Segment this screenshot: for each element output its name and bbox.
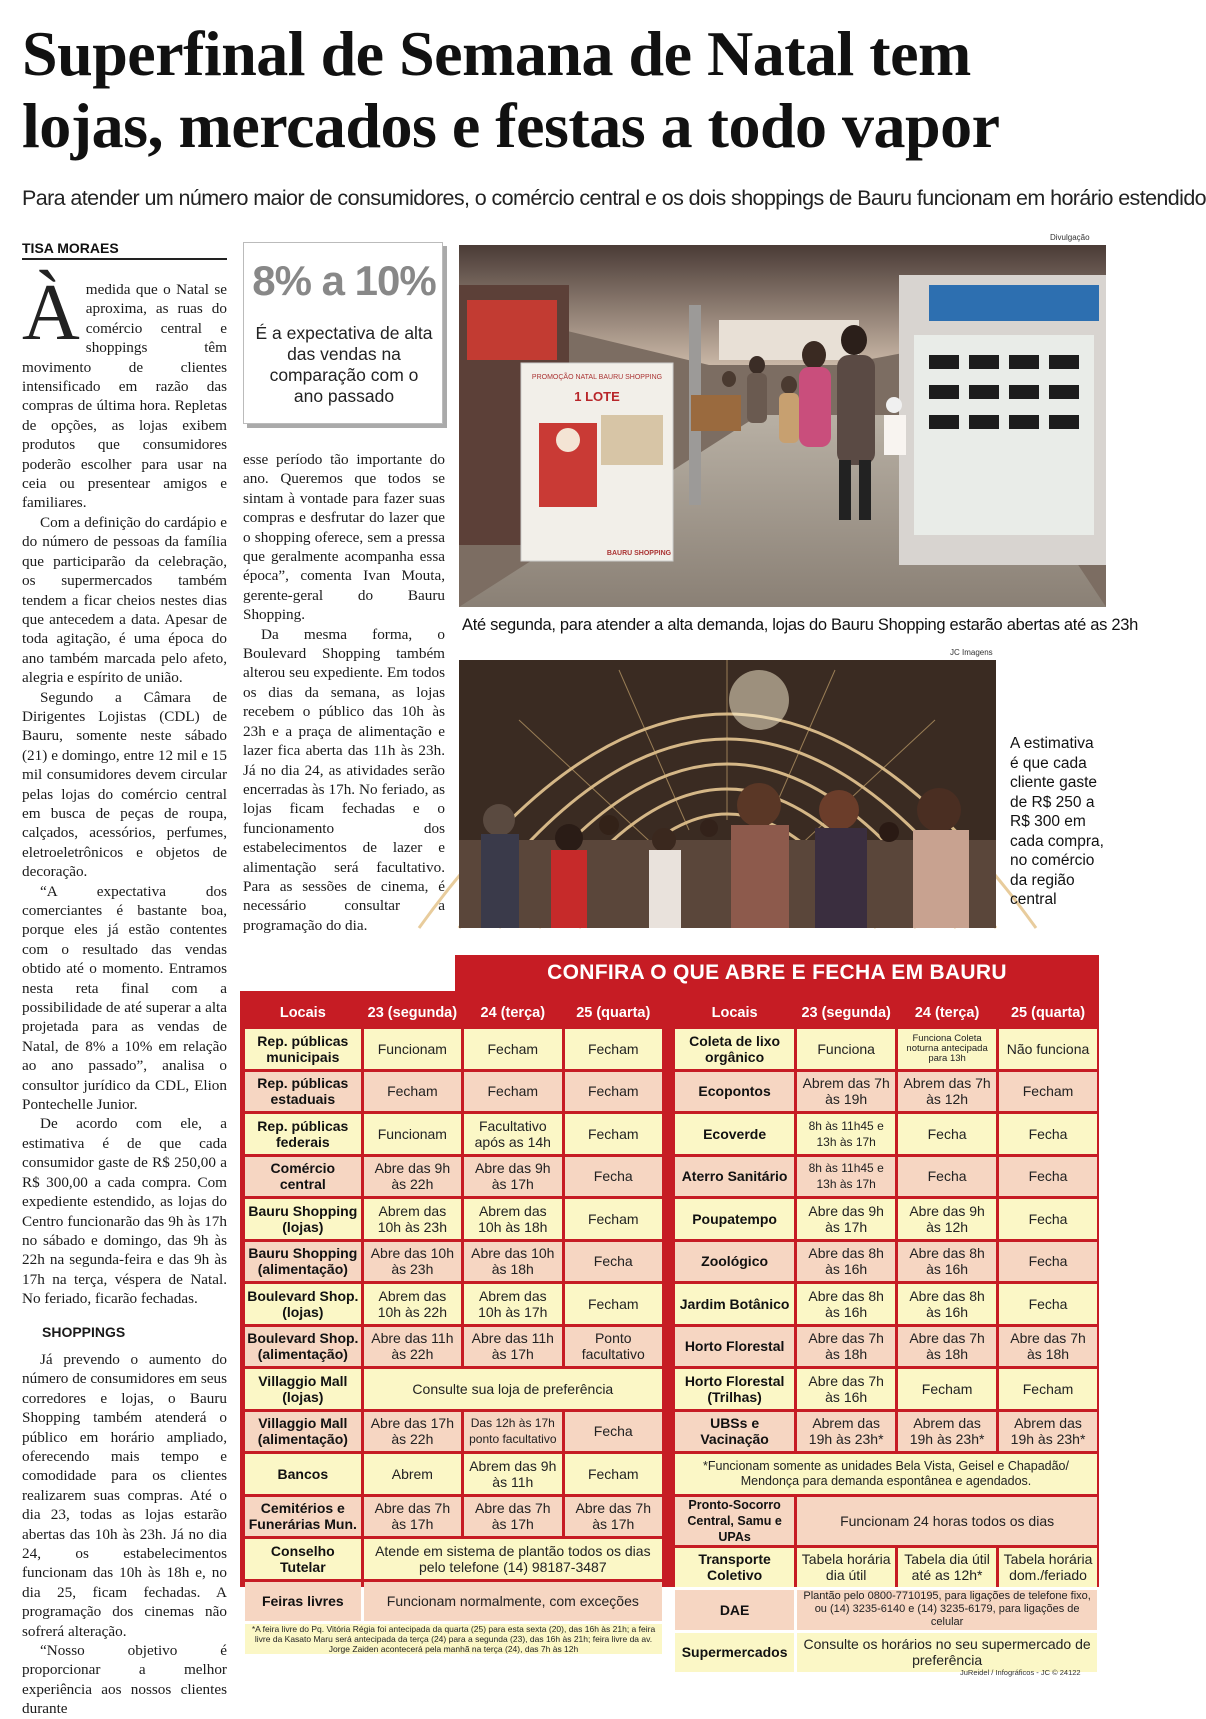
header-23: 23 (segunda)	[797, 1000, 895, 1026]
cell: Fecham	[565, 1029, 662, 1069]
cell: Abre das 8h às 16h	[797, 1284, 895, 1324]
table-row	[675, 1242, 1097, 1282]
row-label: Pronto-Socorro Central, Samu e UPAs	[675, 1497, 794, 1545]
paragraph-2: Com a definição do cardápio e do número de pessoas da família que participarão da celebração, os supermercados também tendem a ficar cheios nestes dias que antecedem a data. Apesar de toda agitação, é uma época do ano também marcada pelo afeto, alegria e espírito de união.	[22, 513, 227, 687]
row-label: Transporte Coletivo	[675, 1548, 794, 1588]
cell: Funcionam normalmente, com exceções	[364, 1582, 662, 1622]
table-row	[245, 1327, 662, 1367]
cell: Abrem das 19h às 23h*	[797, 1412, 895, 1452]
header-24: 24 (terça)	[898, 1000, 996, 1026]
cell: Plantão pelo 0800-7710195, para ligações de telefone fixo, ou (14) 3235-6140 e (14) 3235-6179, para ligações de celular	[797, 1590, 1097, 1630]
table-row	[675, 1114, 1097, 1154]
cell: Abrem das 10h às 18h	[464, 1199, 561, 1239]
cell: Fecham	[565, 1072, 662, 1112]
cell: Abre das 9h às 22h	[364, 1157, 461, 1197]
cell: Abrem das 10h às 23h	[364, 1199, 461, 1239]
paragraph-1-text: medida que o Natal se aproxima, as ruas do comércio central e shoppings têm movimento de clientes intensificado em razão das compras de última hora. Repletas de opções, as lojas exibem produtos que consumidores poderão escolher para usar na ceia ou presentear amigos e familiares.	[22, 281, 227, 512]
photo-caption-2: A estimativa é que cada cliente gaste de R$ 250 a R$ 300 em cada compra, no comércio da região central	[1010, 735, 1104, 908]
paragraph-3: Segundo a Câmara de Dirigentes Lojistas (CDL) de Bauru, somente neste sábado (21) e domingo, entre 12 mil e 15 mil consumidores devem circular pelas lojas do comércio central em busca de peças de roupa, calçados, acessórios, perfumes, eletroeletrônicos e objetos de decoração.	[22, 688, 227, 881]
header-25: 25 (quarta)	[565, 1000, 662, 1026]
cell: Abre das 9h às 12h	[898, 1199, 996, 1239]
dropcap: À	[22, 269, 80, 357]
table-row	[675, 1412, 1097, 1452]
cell: Fecham	[999, 1369, 1097, 1409]
cell: Abre das 10h às 23h	[364, 1242, 461, 1282]
cell: Consulte sua loja de preferência	[364, 1369, 662, 1409]
ubs-note: *Funcionam somente as unidades Bela Vista, Geisel e Chapadão/ Mendonça para demanda espontânea e agendados.	[675, 1454, 1097, 1494]
subheadline: Para atender um número maior de consumidores, o comércio central e os dois shoppings de Bauru funcionam em horário estendido	[22, 186, 1206, 210]
header-25: 25 (quarta)	[999, 1000, 1097, 1026]
row-label: Ecopontos	[675, 1072, 794, 1112]
row-label: Horto Florestal	[675, 1327, 794, 1367]
table-row	[245, 1369, 662, 1409]
cell: Abrem das 19h às 23h*	[898, 1412, 996, 1452]
table-row	[675, 1029, 1097, 1069]
cell: Funcionam 24 horas todos os dias	[797, 1497, 1097, 1545]
cell: Fecha	[898, 1157, 996, 1197]
cell: Abre das 8h às 16h	[898, 1284, 996, 1324]
cell: Fecha	[898, 1114, 996, 1154]
article-column-1	[22, 269, 227, 1719]
cell: Fecha	[999, 1199, 1097, 1239]
article-column-2	[243, 450, 445, 935]
headline: Superfinal de Semana de Natal tem lojas, mercados e festas a todo vapor	[22, 18, 1000, 161]
cell: Funcionam	[364, 1114, 461, 1154]
byline: TISA MORAES	[22, 240, 227, 260]
cell: Abre das 17h às 22h	[364, 1412, 461, 1452]
paragraph-5: De acordo com ele, a estimativa é de que cada consumidor gaste de R$ 250,00 a R$ 300,00 a cada compra. Com expediente estendido, as lojas do Centro funcionarão das 9h às 17h no sábado e domingo, das 9h às 22h na segunda-feira e das 9h às 17h na terça, véspera de Natal. No feriado, ficarão fechadas.	[22, 1115, 227, 1308]
cell: Não funciona	[999, 1029, 1097, 1069]
cell: Abre das 9h às 17h	[464, 1157, 561, 1197]
header-24: 24 (terça)	[464, 1000, 561, 1026]
cell: Fecham	[565, 1284, 662, 1324]
cell: Fecham	[898, 1369, 996, 1409]
table-row	[675, 1590, 1097, 1630]
table-row	[245, 1157, 662, 1197]
row-label: Coleta de lixo orgânico	[675, 1029, 794, 1069]
cell: Abre das 9h às 17h	[797, 1199, 895, 1239]
table-row	[675, 1633, 1097, 1673]
table-row	[245, 1412, 662, 1452]
header-locais: Locais	[675, 1000, 794, 1026]
paragraph-6: Já prevendo o aumento do número de consumidores em seus corredores e lojas, o Bauru Shopping também atenderá o público em horário ampliado, oferecendo mais tempo e comodidade para os clientes realizarem suas compras. Até o dia 23, todas as lojas estarão abertas das 10h às 23h. Já no dia 24, os estabelecimentos funcionam das 10h às 18h e, no dia 25, ficam fechadas. A programação dos cinemas não sofrerá alteração.	[22, 1350, 227, 1640]
cell: Fecham	[464, 1029, 561, 1069]
table-row	[675, 1454, 1097, 1494]
table-note-row	[245, 1624, 662, 1654]
cell: Fecham	[565, 1114, 662, 1154]
cell: Fecha	[565, 1242, 662, 1282]
row-label: Aterro Sanitário	[675, 1157, 794, 1197]
cell: 8h às 11h45 e 13h às 17h	[797, 1114, 895, 1154]
cell: Abre das 11h às 17h	[464, 1327, 561, 1367]
row-label: UBSs e Vacinação	[675, 1412, 794, 1452]
row-label: Villaggio Mall (alimentação)	[245, 1412, 361, 1452]
row-label: Zoológico	[675, 1242, 794, 1282]
cell: 8h às 11h45 e 13h às 17h	[797, 1157, 895, 1197]
row-label: Feiras livres	[245, 1582, 361, 1622]
cell: Fecha	[999, 1242, 1097, 1282]
table-row	[245, 1029, 662, 1069]
row-label: Ecoverde	[675, 1114, 794, 1154]
cell: Abre das 7h às 16h	[797, 1369, 895, 1409]
cell: Abre das 11h às 22h	[364, 1327, 461, 1367]
photo-credit-1: Divulgação	[1050, 233, 1090, 242]
cell: Fecha	[999, 1284, 1097, 1324]
cell: Abre das 7h às 18h	[898, 1327, 996, 1367]
cell: Abrem das 7h às 12h	[898, 1072, 996, 1112]
table-row	[245, 1242, 662, 1282]
row-label: Rep. públicas federais	[245, 1114, 361, 1154]
cell: Consulte os horários no seu supermercado de preferência	[797, 1633, 1097, 1673]
cell: Abrem das 19h às 23h*	[999, 1412, 1097, 1452]
boulevard-photo	[459, 660, 996, 928]
poster-footer: BAURU SHOPPING	[606, 550, 672, 557]
paragraph-8: esse período tão importante do ano. Queremos que todos se sintam à vontade para fazer suas compras e desfrutar do lazer que o shopping oferece, sem a pressa que geralmente acompanha essa época”, comenta Ivan Mouta, gerente-geral do Bauru Shopping.	[243, 451, 445, 624]
table-row	[245, 1199, 662, 1239]
table-row	[675, 1199, 1097, 1239]
row-label: Bancos	[245, 1454, 361, 1494]
row-label: DAE	[675, 1590, 794, 1630]
cell: Funciona Coleta noturna antecipada para 13h	[898, 1029, 996, 1069]
cell: Abre das 7h às 17h	[565, 1497, 662, 1537]
cell: Fecham	[565, 1454, 662, 1494]
table-row	[245, 1284, 662, 1324]
cell: Fecha	[999, 1157, 1097, 1197]
paragraph-7: “Nosso objetivo é proporcionar a melhor experiência aos nossos clientes durante	[22, 1642, 227, 1718]
cell: Ponto facultativo	[565, 1327, 662, 1367]
table-row	[245, 1114, 662, 1154]
table-row	[245, 1539, 662, 1579]
row-label: Rep. públicas estaduais	[245, 1072, 361, 1112]
cell: Abrem das 7h às 19h	[797, 1072, 895, 1112]
photo-credit-2: JC Imagens	[950, 648, 993, 657]
table-row	[675, 1284, 1097, 1324]
table-row	[245, 1072, 662, 1112]
table-row	[675, 1072, 1097, 1112]
header-locais: Locais	[245, 1000, 361, 1026]
row-label: Bauru Shopping (lojas)	[245, 1199, 361, 1239]
table-row	[245, 1582, 662, 1622]
mall-photo	[459, 245, 1106, 607]
section-heading: SHOPPINGS	[42, 1323, 126, 1340]
row-label: Villaggio Mall (lojas)	[245, 1369, 361, 1409]
row-label: Horto Florestal (Trilhas)	[675, 1369, 794, 1409]
infographic-credit: JuReidel / Infográficos - JC © 24122	[960, 1668, 1081, 1677]
photo-caption-1: Até segunda, para atender a alta demanda, lojas do Bauru Shopping estarão abertas até as 23h	[462, 616, 1138, 634]
cell: Abrem das 10h às 17h	[464, 1284, 561, 1324]
cell: Abre das 7h às 17h	[364, 1497, 461, 1537]
cell: Fecha	[565, 1157, 662, 1197]
row-label: Comércio central	[245, 1157, 361, 1197]
row-label: Poupatempo	[675, 1199, 794, 1239]
cell: Abre das 8h às 16h	[797, 1242, 895, 1282]
stat-box	[243, 242, 443, 424]
table-row	[675, 1157, 1097, 1197]
row-label: Conselho Tutelar	[245, 1539, 361, 1579]
row-label: Bauru Shopping (alimentação)	[245, 1242, 361, 1282]
stat-text: É a expectativa de alta das vendas na comparação com o ano passado	[255, 323, 433, 406]
cell: Abrem das 9h às 11h	[464, 1454, 561, 1494]
cell: Facultativo após as 14h	[464, 1114, 561, 1154]
cell: Fecham	[364, 1072, 461, 1112]
table-row	[245, 1454, 662, 1494]
cell: Abre das 7h às 17h	[464, 1497, 561, 1537]
cell: Funcionam	[364, 1029, 461, 1069]
cell: Abre das 10h às 18h	[464, 1242, 561, 1282]
cell: Tabela horária dia útil	[797, 1548, 895, 1588]
stat-value: 8% a 10%	[252, 257, 436, 304]
schedule-table-right	[672, 997, 1100, 1675]
table-row	[675, 1327, 1097, 1367]
paragraph-1	[22, 269, 227, 513]
cell: Abrem das 10h às 22h	[364, 1284, 461, 1324]
poster-big-text: 1 LOTE	[574, 389, 620, 404]
mall-photo-illustration	[459, 245, 1106, 607]
cell: Tabela dia útil até as 12h*	[898, 1548, 996, 1588]
table-banner: CONFIRA O QUE ABRE E FECHA EM BAURU	[455, 955, 1099, 991]
table-row	[245, 1497, 662, 1537]
paragraph-9: Da mesma forma, o Boulevard Shopping também alterou seu expediente. Em todos os dias da semana, as lojas recebem o público das 10h às 23h e a praça de alimentação e lazer fica aberta das 11h às 23h. Já no dia 24, as atividades serão encerradas às 17h. No feriado, as lojas ficam fechadas e o funcionamento dos estabelecimentos de lazer e alimentação será facultativo. Para as sessões de cinema, é necessário consultar a programação do dia.	[243, 625, 445, 934]
cell: Abre das 7h às 18h	[797, 1327, 895, 1367]
row-label: Supermercados	[675, 1633, 794, 1673]
row-label: Rep. públicas municipais	[245, 1029, 361, 1069]
cell: Fecha	[999, 1114, 1097, 1154]
header-23: 23 (segunda)	[364, 1000, 461, 1026]
cell: Fecham	[464, 1072, 561, 1112]
cell: Fecham	[565, 1199, 662, 1239]
boulevard-photo-illustration	[459, 660, 996, 928]
left-table-note: *A feira livre do Pq. Vitória Régia foi antecipada da quarta (25) para esta sexta (20), das 16h às 21h; a feira livre da Kasato Maru será antecipada da terça (24) para a segunda (23), das 16h às 21h; feira livre da av. Jorge Zaiden acontecerá pela manhã na terça (24), das 7h às 12h	[245, 1624, 662, 1654]
cell: Abre das 7h às 18h	[999, 1327, 1097, 1367]
cell: Atende em sistema de plantão todos os dias pelo telefone (14) 98187-3487	[364, 1539, 662, 1579]
row-label: Cemitérios e Funerárias Mun.	[245, 1497, 361, 1537]
table-row	[675, 1369, 1097, 1409]
table-row	[675, 1497, 1097, 1545]
cell: Funciona	[797, 1029, 895, 1069]
paragraph-4: “A expectativa dos comerciantes é bastante boa, porque eles já estão contentes com o resultado das vendas obtido até o momento. Entramos nesta reta final com a possibilidade de até superar a alta projetada para as vendas de Natal, de 8% a 10% em relação ao ano passado”, analisa o consultor jurídico da CDL, Elion Pontechelle Junior.	[22, 882, 227, 1114]
table-row	[675, 1548, 1097, 1588]
cell: Fecham	[999, 1072, 1097, 1112]
cell: Fecha	[565, 1412, 662, 1452]
cell: Das 12h às 17h ponto facultativo	[464, 1412, 561, 1452]
row-label: Jardim Botânico	[675, 1284, 794, 1324]
cell: Abre das 8h às 16h	[898, 1242, 996, 1282]
schedule-table-left	[242, 997, 665, 1657]
row-label: Boulevard Shop. (alimentação)	[245, 1327, 361, 1367]
cell: Tabela horária dom./feriado	[999, 1548, 1097, 1588]
row-label: Boulevard Shop. (lojas)	[245, 1284, 361, 1324]
poster-title: PROMOÇÃO NATAL BAURU SHOPPING	[531, 374, 663, 381]
cell: Abrem	[364, 1454, 461, 1494]
